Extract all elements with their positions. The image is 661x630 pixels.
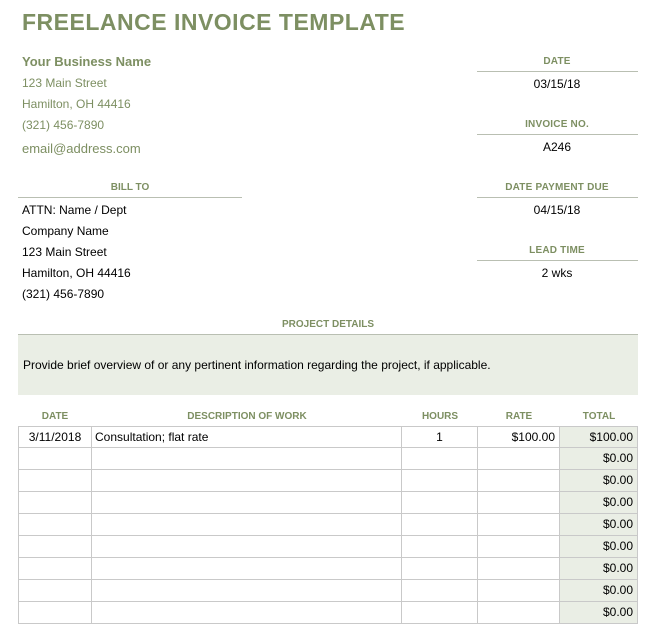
business-name[interactable]: Your Business Name: [22, 54, 152, 69]
col-header-total: TOTAL: [582, 411, 616, 422]
cell-date[interactable]: [18, 580, 92, 602]
cell-description[interactable]: Consultation; flat rate: [92, 426, 402, 448]
due-date-label: DATE PAYMENT DUE: [505, 182, 609, 193]
cell-description[interactable]: [92, 602, 402, 624]
cell-description[interactable]: [92, 492, 402, 514]
cell-rate[interactable]: [478, 536, 560, 558]
due-date[interactable]: 04/15/18: [533, 203, 581, 217]
cell-total[interactable]: $0.00: [560, 602, 638, 624]
col-header-rate: RATE: [505, 411, 533, 422]
project-details-label: PROJECT DETAILS: [281, 319, 375, 330]
lead-time-label: LEAD TIME: [529, 245, 585, 256]
table-row: [18, 492, 638, 514]
cell-date[interactable]: [18, 448, 92, 470]
divider: [477, 134, 638, 135]
business-city[interactable]: Hamilton, OH 44416: [22, 97, 131, 111]
divider: [477, 260, 638, 261]
cell-total[interactable]: $0.00: [560, 580, 638, 602]
cell-description[interactable]: [92, 536, 402, 558]
project-details-text[interactable]: Provide brief overview of or any pertinent information regarding the project, if applicable.: [23, 358, 491, 372]
table-row: [18, 580, 638, 602]
invoice-number[interactable]: A246: [542, 140, 572, 154]
cell-hours[interactable]: [402, 580, 478, 602]
cell-date[interactable]: [18, 492, 92, 514]
cell-date[interactable]: [18, 602, 92, 624]
cell-date[interactable]: [18, 514, 92, 536]
bill-to-street[interactable]: 123 Main Street: [22, 245, 107, 259]
cell-description[interactable]: [92, 580, 402, 602]
cell-rate[interactable]: [478, 602, 560, 624]
cell-hours[interactable]: 1: [402, 426, 478, 448]
table-row: [18, 602, 638, 624]
cell-rate[interactable]: [478, 448, 560, 470]
business-phone[interactable]: (321) 456-7890: [22, 118, 105, 132]
project-details-box[interactable]: [18, 335, 638, 395]
cell-hours[interactable]: [402, 470, 478, 492]
bill-to-company[interactable]: Company Name: [22, 224, 109, 238]
page-title: FREELANCE INVOICE TEMPLATE: [22, 9, 406, 35]
cell-date[interactable]: [18, 558, 92, 580]
lead-time[interactable]: 2 wks: [541, 266, 573, 280]
business-street[interactable]: 123 Main Street: [22, 76, 107, 90]
cell-hours[interactable]: [402, 558, 478, 580]
table-row: [18, 448, 638, 470]
divider: [18, 197, 242, 198]
divider: [477, 71, 638, 72]
cell-rate[interactable]: $100.00: [478, 426, 560, 448]
col-header-description: DESCRIPTION OF WORK: [187, 411, 307, 422]
bill-to-phone[interactable]: (321) 456-7890: [22, 287, 105, 301]
cell-hours[interactable]: [402, 602, 478, 624]
cell-total[interactable]: $0.00: [560, 492, 638, 514]
cell-description[interactable]: [92, 470, 402, 492]
cell-rate[interactable]: [478, 470, 560, 492]
divider: [477, 197, 638, 198]
bill-to-attn[interactable]: ATTN: Name / Dept: [22, 203, 127, 217]
table-row: [18, 426, 638, 448]
business-email[interactable]: email@address.com: [22, 141, 141, 156]
cell-total[interactable]: $0.00: [560, 514, 638, 536]
invoice-date[interactable]: 03/15/18: [533, 77, 581, 91]
cell-hours[interactable]: [402, 514, 478, 536]
cell-description[interactable]: [92, 558, 402, 580]
table-row: [18, 558, 638, 580]
cell-date[interactable]: 3/11/2018: [18, 426, 92, 448]
cell-hours[interactable]: [402, 536, 478, 558]
col-header-hours: HOURS: [421, 411, 459, 422]
cell-date[interactable]: [18, 536, 92, 558]
cell-total[interactable]: $0.00: [560, 448, 638, 470]
cell-total[interactable]: $0.00: [560, 470, 638, 492]
bill-to-city[interactable]: Hamilton, OH 44416: [22, 266, 131, 280]
cell-description[interactable]: [92, 448, 402, 470]
table-row: [18, 514, 638, 536]
table-row: [18, 536, 638, 558]
table-row: [18, 470, 638, 492]
cell-rate[interactable]: [478, 514, 560, 536]
cell-rate[interactable]: [478, 558, 560, 580]
cell-total[interactable]: $0.00: [560, 536, 638, 558]
cell-date[interactable]: [18, 470, 92, 492]
cell-rate[interactable]: [478, 492, 560, 514]
invoice-number-label: INVOICE NO.: [525, 119, 589, 130]
cell-hours[interactable]: [402, 448, 478, 470]
cell-total[interactable]: $0.00: [560, 558, 638, 580]
cell-description[interactable]: [92, 514, 402, 536]
bill-to-label: BILL TO: [110, 182, 150, 193]
cell-hours[interactable]: [402, 492, 478, 514]
date-label: DATE: [543, 56, 571, 67]
cell-total[interactable]: $100.00: [560, 426, 638, 448]
col-header-date: DATE: [41, 411, 69, 422]
cell-rate[interactable]: [478, 580, 560, 602]
